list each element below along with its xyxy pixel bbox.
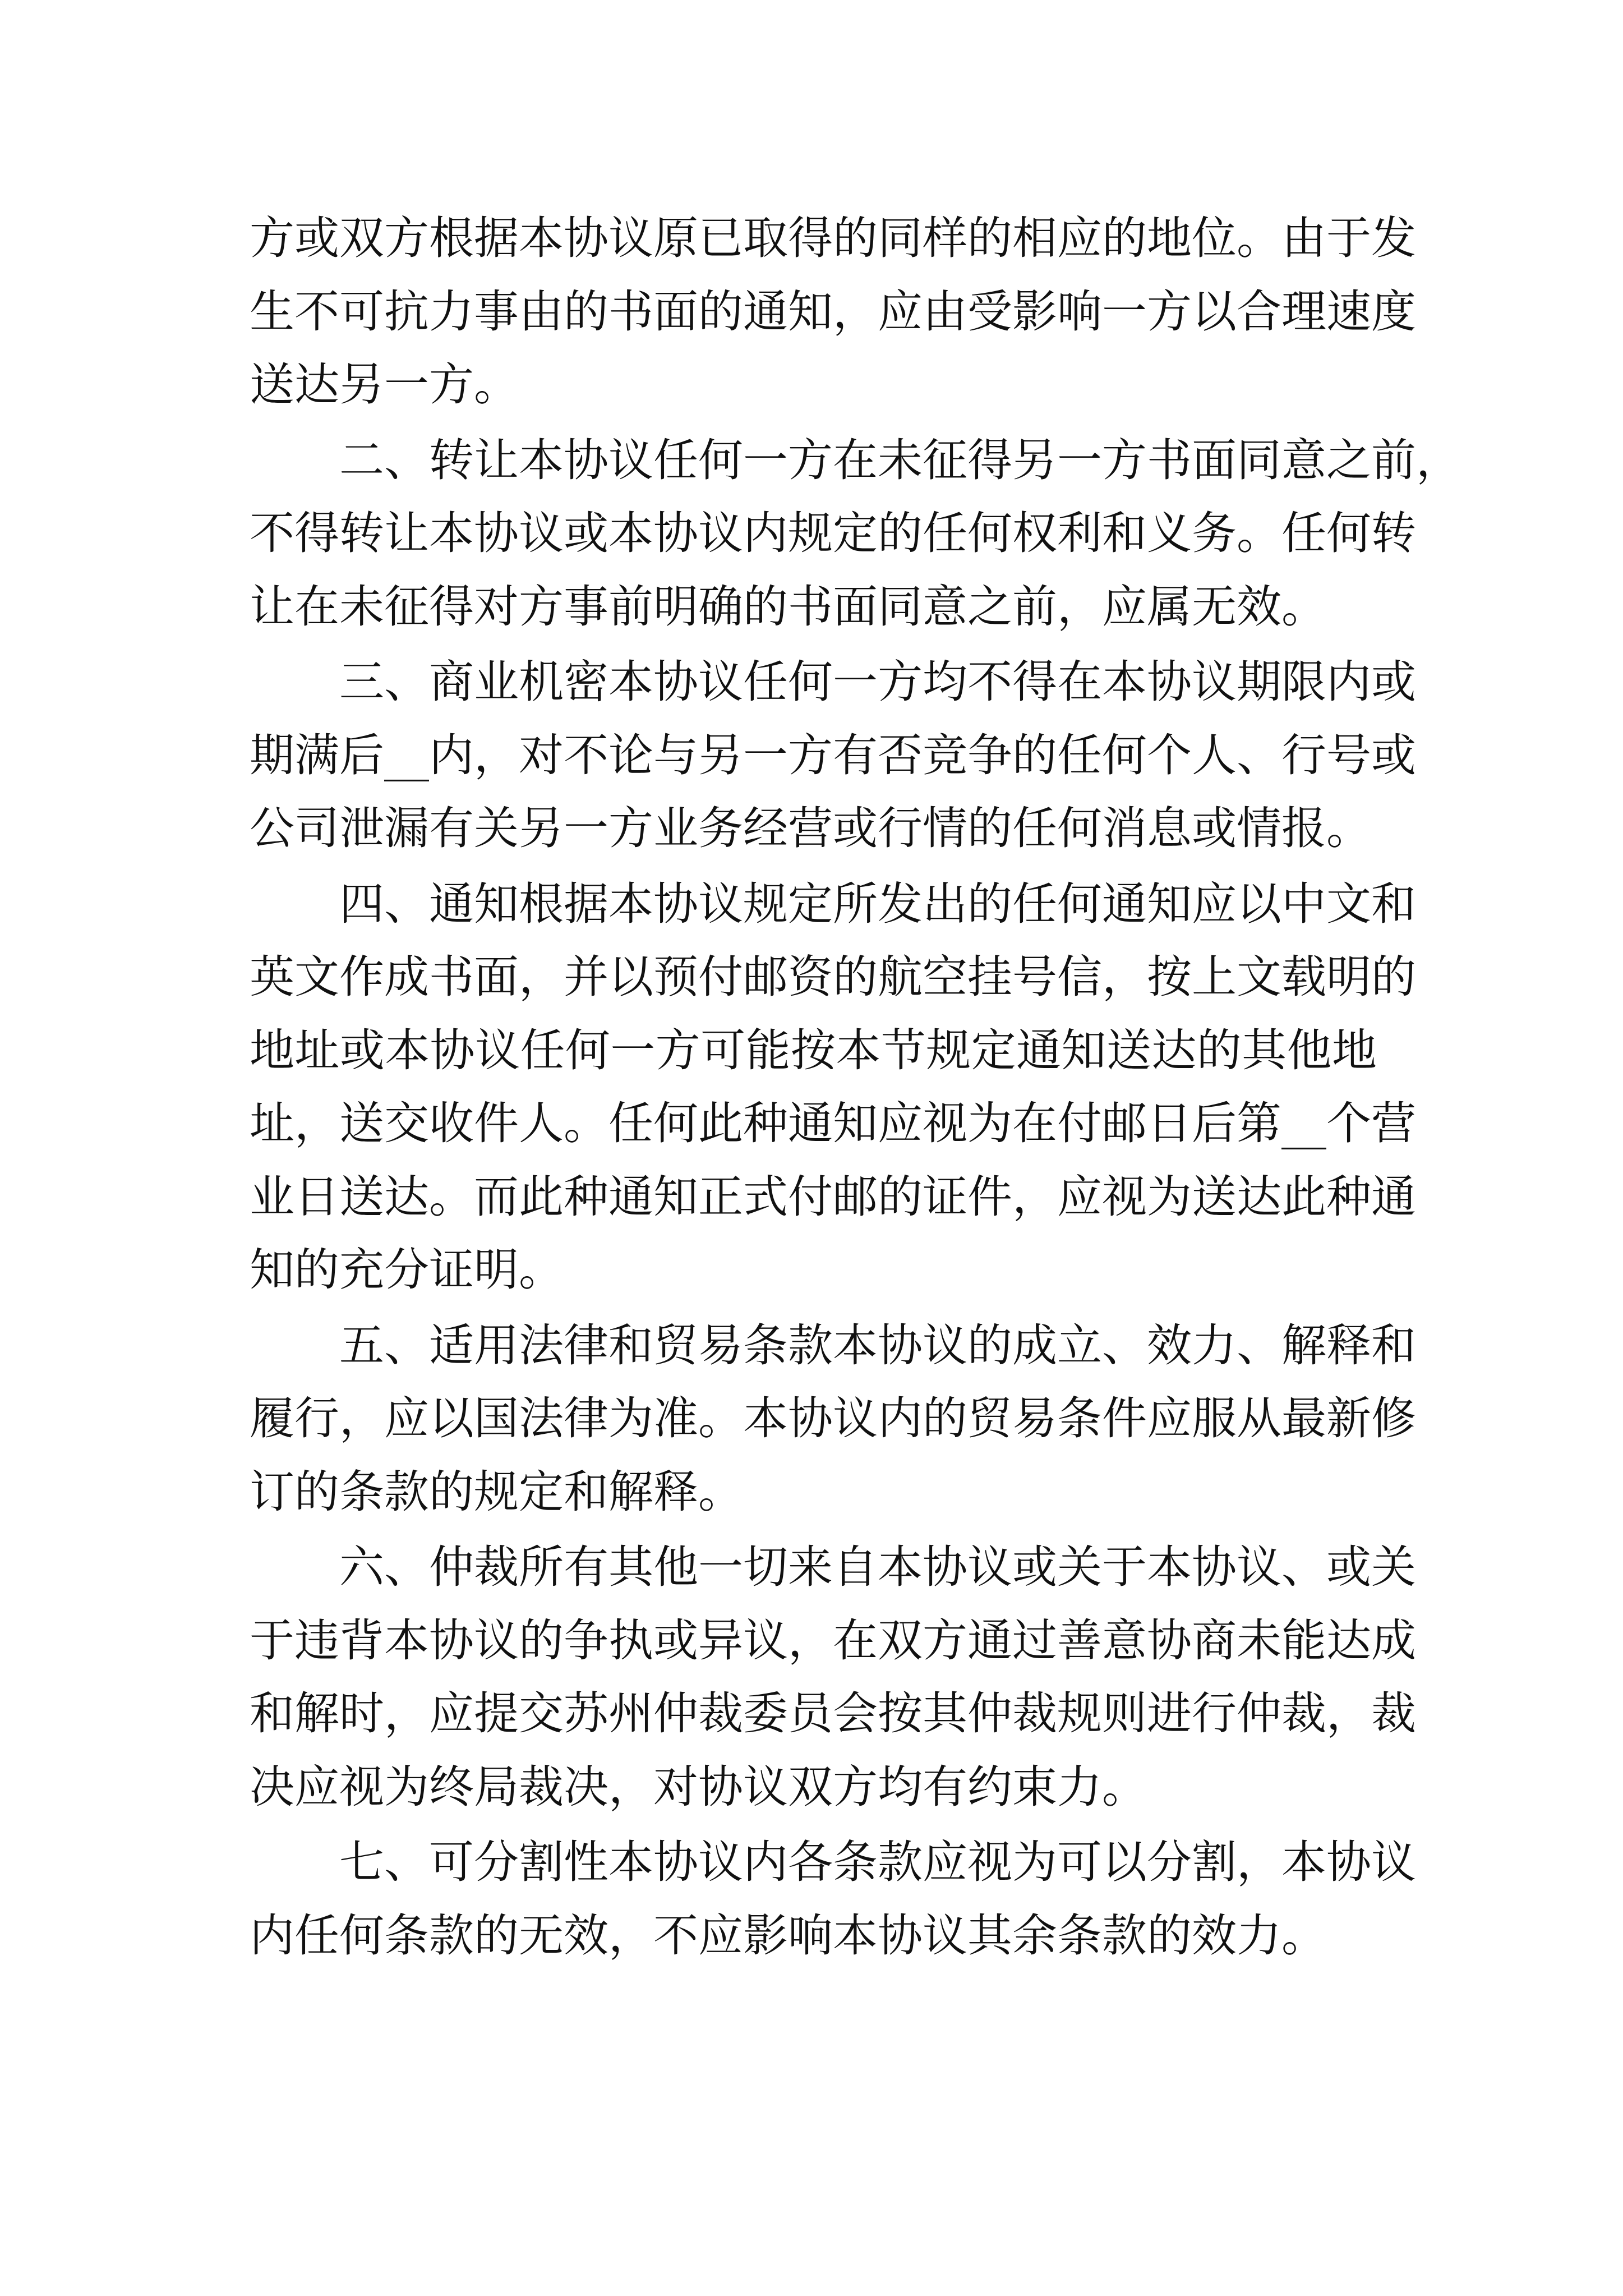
text-line: 不得转让本协议或本协议内规定的任何权利和义务。任何转 bbox=[250, 507, 1416, 559]
text-line: 让在未征得对方事前明确的书面同意之前，应属无效。 bbox=[250, 580, 1326, 633]
paragraph-clause-7-severability bbox=[250, 1826, 1416, 1972]
text-line: 方或双方根据本协议原已取得的同样的相应的地位。由于发 bbox=[250, 212, 1416, 264]
text-line: 决应视为终局裁决，对协议双方均有约束力。 bbox=[250, 1760, 1147, 1813]
text-line: 英文作成书面，并以预付邮资的航空挂号信，按上文载明的 bbox=[250, 951, 1416, 1003]
text-line: 六、仲裁所有其他一切来自本协议或关于本协议、或关 bbox=[339, 1541, 1416, 1593]
text-line: 知的充分证明。 bbox=[250, 1244, 564, 1296]
text-line: 五、适用法律和贸易条款本协议的成立、效力、解释和 bbox=[339, 1319, 1416, 1372]
text-line: 四、通知根据本协议规定所发出的任何通知应以中文和 bbox=[339, 877, 1416, 930]
paragraph-clause-3-confidentiality bbox=[250, 646, 1416, 866]
text-line: 期满后__内，对不论与另一方有否竞争的任何个人、行号或 bbox=[250, 729, 1416, 781]
paragraph-force-majeure-tail bbox=[250, 202, 1416, 422]
document-body bbox=[250, 202, 1461, 1975]
text-line: 生不可抗力事由的书面的通知，应由受影响一方以合理速度 bbox=[250, 285, 1416, 338]
paragraph-clause-5-governing-law bbox=[250, 1309, 1416, 1529]
text-line: 和解时，应提交苏州仲裁委员会按其仲裁规则进行仲裁，裁 bbox=[250, 1687, 1416, 1740]
text-line: 地址或本协议任何一方可能按本节规定通知送达的其他地 bbox=[250, 1024, 1377, 1076]
paragraph-clause-2-assignment bbox=[250, 424, 1461, 644]
text-line: 二、转让本协议任何一方在未征得另一方书面同意之前， bbox=[339, 434, 1461, 486]
paragraph-clause-4-notices bbox=[250, 868, 1416, 1307]
paragraph-clause-6-arbitration bbox=[250, 1531, 1416, 1824]
text-line: 订的条款的规定和解释。 bbox=[250, 1465, 743, 1518]
text-line: 送达另一方。 bbox=[250, 358, 519, 411]
text-line: 七、可分割性本协议内各条款应视为可以分割，本协议 bbox=[339, 1836, 1416, 1888]
text-line: 履行，应以国法律为准。本协议内的贸易条件应服从最新修 bbox=[250, 1392, 1416, 1444]
text-line: 公司泄漏有关另一方业务经营或行情的任何消息或情报。 bbox=[250, 802, 1371, 854]
text-line: 址，送交收件人。任何此种通知应视为在付邮日后第__个营 bbox=[250, 1097, 1416, 1149]
text-line: 内任何条款的无效，不应影响本协议其余条款的效力。 bbox=[250, 1909, 1326, 1962]
text-line: 业日送达。而此种通知正式付邮的证件，应视为送达此种通 bbox=[250, 1170, 1416, 1223]
text-line: 于违背本协议的争执或异议，在双方通过善意协商未能达成 bbox=[250, 1614, 1416, 1667]
text-line: 三、商业机密本协议任何一方均不得在本协议期限内或 bbox=[339, 656, 1416, 708]
